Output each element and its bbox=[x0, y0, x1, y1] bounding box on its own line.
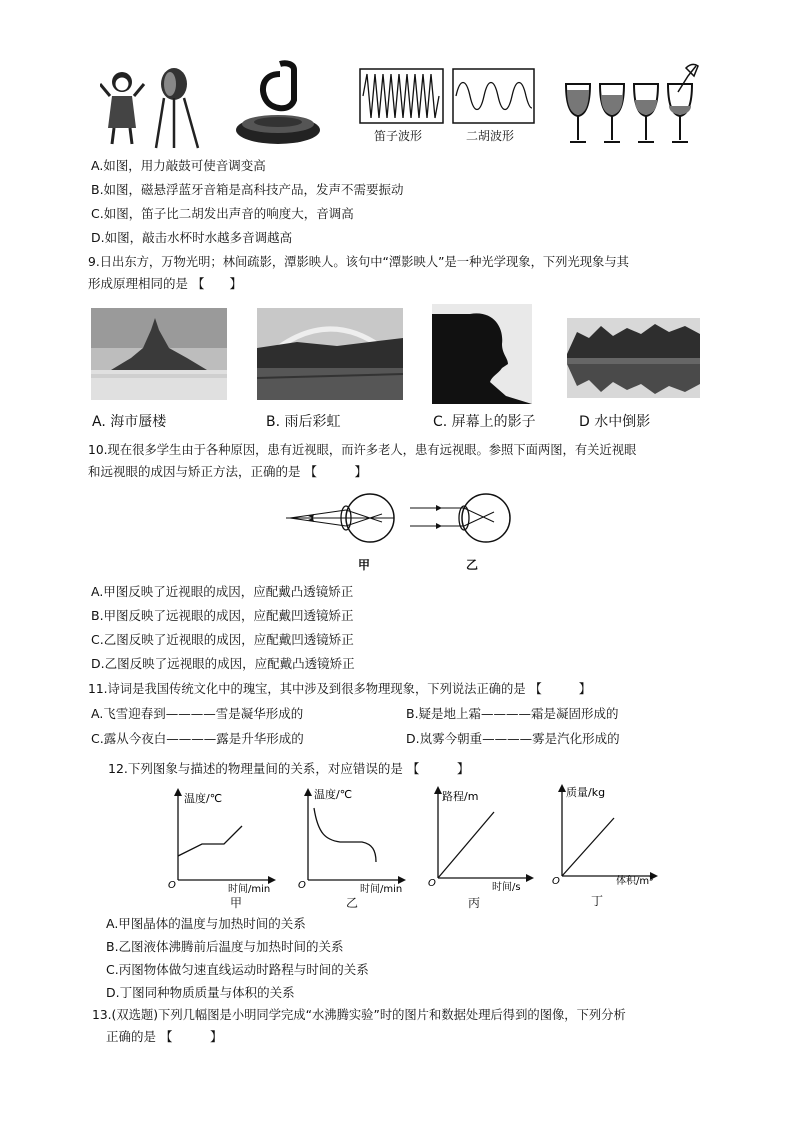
maglev-speaker-illustration bbox=[232, 60, 324, 150]
graph-bing-origin: O bbox=[428, 878, 436, 889]
graph-yi-name: 乙 bbox=[346, 896, 359, 910]
graph-jia bbox=[166, 784, 278, 896]
graph-bing-ylabel: 路程/m bbox=[442, 790, 479, 803]
graph-bing bbox=[426, 782, 536, 894]
q9-caption-b: B. 雨后彩虹 bbox=[266, 414, 341, 430]
q8-option-b: B.如图，磁悬浮蓝牙音箱是高科技产品，发声不需要振动 bbox=[91, 182, 404, 197]
graph-ding bbox=[550, 780, 660, 892]
flute-waveform-label: 笛子波形 bbox=[374, 129, 423, 143]
eye-diagram-jia bbox=[286, 492, 402, 544]
graph-jia-ylabel: 温度/℃ bbox=[184, 792, 223, 805]
q8-option-d: D.如图，敲击水杯时水越多音调越高 bbox=[91, 230, 293, 245]
q11-stem: 11.诗词是我国传统文化中的瑰宝，其中涉及到很多物理现象，下列说法正确的是 【 】 bbox=[88, 682, 592, 696]
q12-option-c: C.丙图物体做匀速直线运动时路程与时间的关系 bbox=[106, 962, 369, 977]
screen-shadow-photo bbox=[432, 304, 532, 404]
mirage-photo bbox=[91, 308, 227, 400]
q12-option-a: A.甲图晶体的温度与加热时间的关系 bbox=[106, 916, 306, 931]
q9-stem-line1: 9.日出东方，万物光明；林间疏影，潭影映人。该句中“潭影映人”是一种光学现象，下列光现象与其 bbox=[88, 255, 629, 269]
graph-yi-xlabel: 时间/min bbox=[360, 884, 403, 895]
q9-caption-c: C. 屏幕上的影子 bbox=[433, 414, 536, 430]
q10-option-a: A.甲图反映了近视眼的成因，应配戴凸透镜矫正 bbox=[91, 584, 354, 599]
eye-label-yi: 乙 bbox=[466, 558, 479, 572]
graph-yi bbox=[296, 784, 410, 896]
q13-stem-line1: 13.(双选题)下列几幅图是小明同学完成“水沸腾实验”时的图片和数据处理后得到的图像，下列分析 bbox=[92, 1008, 626, 1022]
q11-option-d: D.岚雾今朝重————雾是汽化形成的 bbox=[406, 731, 620, 746]
q10-option-d: D.乙图反映了远视眼的成因，应配戴凸透镜矫正 bbox=[91, 656, 355, 671]
graph-yi-origin: O bbox=[298, 880, 306, 891]
graph-ding-xlabel: 体积/m³ bbox=[616, 876, 654, 887]
q11-option-a: A.飞雪迎春到————雪是凝华形成的 bbox=[91, 706, 304, 721]
water-glasses-illustration bbox=[562, 62, 700, 146]
graph-bing-xlabel: 时间/s bbox=[492, 882, 521, 893]
erhu-waveform-label: 二胡波形 bbox=[466, 129, 515, 143]
graph-ding-name: 丁 bbox=[591, 894, 604, 908]
q9-stem-line2: 形成原理相同的是 【 】 bbox=[88, 276, 242, 291]
q11-option-c: C.露从今夜白————露是升华形成的 bbox=[91, 731, 304, 746]
q9-caption-a: A. 海市蜃楼 bbox=[92, 414, 167, 430]
q12-stem: 12.下列图象与描述的物理量间的关系，对应错误的是 【 】 bbox=[108, 761, 470, 776]
q10-option-b: B.甲图反映了远视眼的成因，应配戴凹透镜矫正 bbox=[91, 608, 354, 623]
q10-stem-line2: 和远视眼的成因与矫正方法，正确的是 【 】 bbox=[88, 464, 367, 479]
water-reflection-photo bbox=[567, 318, 700, 398]
graph-jia-xlabel: 时间/min bbox=[228, 884, 271, 895]
graph-jia-origin: O bbox=[168, 880, 176, 891]
q12-option-d: D.丁图同种物质质量与体积的关系 bbox=[106, 985, 295, 1000]
drum-girl-illustration bbox=[100, 62, 210, 150]
graph-ding-origin: O bbox=[552, 876, 560, 887]
q11-option-b: B.疑是地上霜————霜是凝固形成的 bbox=[406, 706, 619, 721]
graph-jia-name: 甲 bbox=[230, 896, 243, 910]
erhu-waveform-illustration bbox=[452, 68, 535, 124]
q10-stem-line1: 10.现在很多学生由于各种原因，患有近视眼，而许多老人，患有远视眼。参照下面两图，有关近视眼 bbox=[88, 443, 637, 457]
graph-bing-name: 丙 bbox=[468, 896, 481, 910]
graph-ding-ylabel: 质量/kg bbox=[566, 786, 606, 799]
flute-waveform-illustration bbox=[359, 68, 444, 124]
rainbow-photo bbox=[257, 308, 403, 400]
eye-label-jia: 甲 bbox=[358, 558, 371, 572]
q9-caption-d: D 水中倒影 bbox=[579, 414, 651, 430]
graph-yi-ylabel: 温度/℃ bbox=[314, 788, 353, 801]
q8-option-c: C.如图，笛子比二胡发出声音的响度大，音调高 bbox=[91, 206, 354, 221]
q10-option-c: C.乙图反映了近视眼的成因，应配戴凹透镜矫正 bbox=[91, 632, 354, 647]
q12-option-b: B.乙图液体沸腾前后温度与加热时间的关系 bbox=[106, 939, 344, 954]
q8-option-a: A.如图，用力敲鼓可使音调变高 bbox=[91, 158, 266, 173]
eye-diagram-yi bbox=[410, 492, 514, 544]
q13-stem-line2: 正确的是 【 】 bbox=[106, 1029, 223, 1044]
